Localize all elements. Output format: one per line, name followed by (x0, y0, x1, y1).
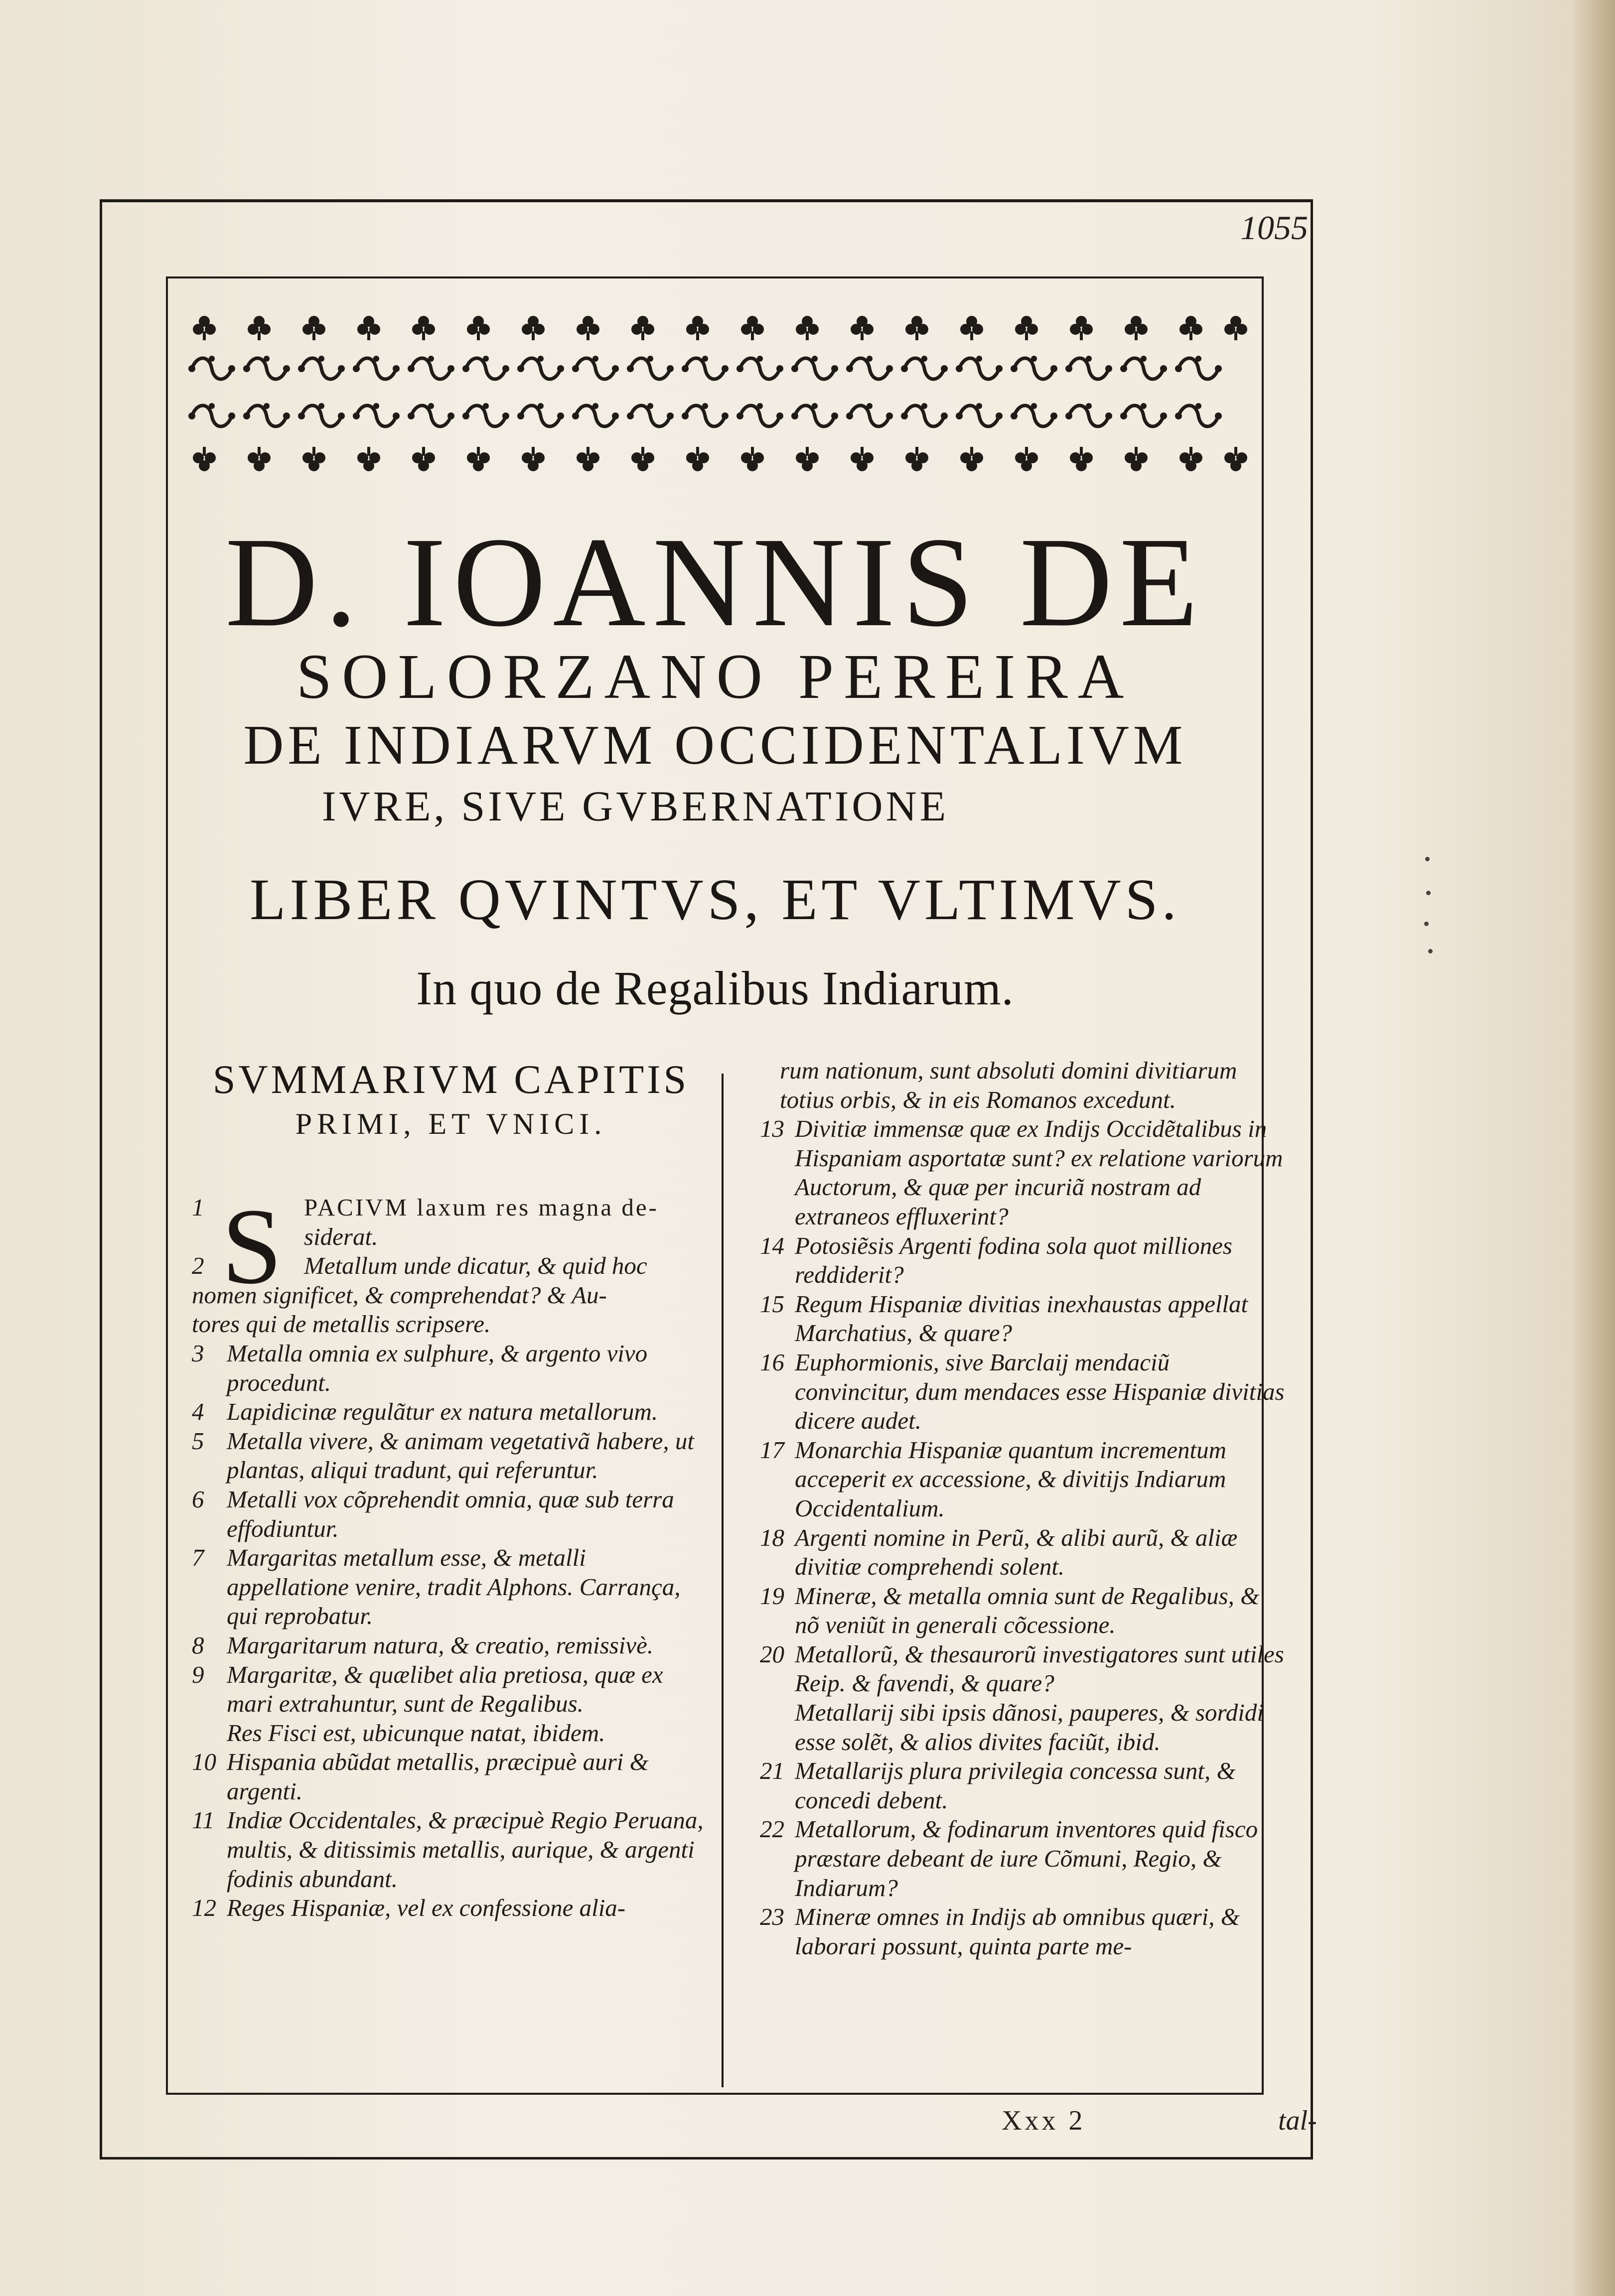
item-text: Monarchia Hispaniæ quantum incrementum acceperit ex accessione, & divitijs Indiarum Occidentalium. (795, 1436, 1227, 1522)
title-author-line: D. IOANNIS DE (225, 511, 1205, 653)
summary-item (192, 1806, 710, 1893)
first-item-line: PACIVM laxum res magna de- (304, 1194, 659, 1221)
item-number: 12 (192, 1894, 216, 1922)
title-book-line: LIBER QVINTVS, ET VLTIMVS. (250, 867, 1180, 932)
first-item-line (192, 1251, 710, 1281)
item-number: 15 (760, 1290, 784, 1318)
summary-item (760, 1523, 1286, 1582)
item-number: 4 (192, 1398, 204, 1426)
item-number: 5 (192, 1427, 204, 1455)
ornament-bottom-row (193, 447, 1247, 471)
summary-item (760, 1231, 1286, 1290)
summary-item (192, 1339, 710, 1397)
summary-item (192, 1719, 710, 1748)
item-number: 10 (192, 1748, 216, 1776)
item-text: Regum Hispaniæ divitias inexhaustas appellat Marchatius, & quare? (795, 1290, 1248, 1347)
item-text: Potosiẽsis Argenti fodina sola quot milliones reddiderit? (795, 1231, 1232, 1289)
summary-right-items (760, 1114, 1286, 1961)
first-item-line: tores qui de metallis scripsere. (192, 1310, 491, 1338)
item-text: Euphormionis, sive Barclaij mendaciũ convincitur, dum mendaces esse Hispaniæ divitias dicere audet. (795, 1348, 1285, 1435)
ornament-top-row (193, 316, 1247, 340)
title-subject-line: In quo de Regalibus Indiarum. (416, 961, 1014, 1015)
item-text: Metalli vox cõprehendit omnia, quæ sub terra effodiuntur. (227, 1485, 674, 1542)
title-subtitle-line: IVRE, SIVE GVBERNATIONE (321, 782, 949, 830)
summary-item (760, 1114, 1286, 1231)
item-number: 18 (760, 1523, 784, 1551)
summary-item (760, 1436, 1286, 1523)
item-text: Margaritarum natura, & creatio, remissivè. (227, 1631, 654, 1659)
item-text: Margaritas metallum esse, & metalli appellatione venire, tradit Alphons. Carrança, qui reprobatur. (227, 1544, 681, 1630)
item-number: 14 (760, 1231, 784, 1259)
item-text: Metalla vivere, & animam vegetativã habere, ut plantas, aliqui tradunt, qui referuntur. (227, 1427, 694, 1484)
item-text: Argenti nomine in Perũ, & alibi aurũ, & aliæ divitiæ comprehendi solent. (795, 1523, 1238, 1581)
item-number: 17 (760, 1436, 784, 1464)
item-text: Metallarij sibi ipsis dãnosi, pauperes, & sordidi esse solẽt, & alios divites faciũt, ibid. (795, 1699, 1264, 1756)
summary-item (192, 1427, 710, 1485)
summary-left-column (192, 1187, 710, 1923)
item-number: 9 (192, 1660, 204, 1688)
item-text: Divitiæ immensæ quæ ex Indijs Occidẽtalibus in Hispaniam asportatæ sunt? ex relatione variorum Auctorum, & quæ per incuriã nostram ad extraneos effluxerint? (795, 1115, 1283, 1230)
item-number: 19 (760, 1582, 784, 1610)
title-work-line: DE INDIARVM OCCIDENTALIVM (243, 714, 1187, 776)
signature-mark: Xxx 2 (1002, 2105, 1086, 2136)
item-text: Reges Hispaniæ, vel ex confessione alia- (227, 1894, 626, 1922)
item-number: 11 (192, 1806, 215, 1834)
page-number: 1055 (1240, 209, 1308, 247)
summary-item (192, 1631, 710, 1660)
item-number: 22 (760, 1815, 784, 1843)
summary-item (760, 1902, 1286, 1961)
item-text: Metallorũ, & thesaurorũ investigatores sunt utiles Reip. & favendi, & quare? (795, 1640, 1284, 1697)
right-continuation-text: rum nationum, sunt absoluti domini divitiarum totius orbis, & in eis Romanos excedunt. (780, 1057, 1237, 1113)
summary-left-items (192, 1339, 710, 1923)
summary-item (192, 1397, 710, 1427)
summary-heading (187, 1056, 715, 1141)
ornament-scroll-row-2 (188, 403, 1222, 426)
item-text: Mineræ omnes in Indijs ab omnibus quæri, & laborari possunt, quinta parte me- (795, 1903, 1240, 1960)
ornamental-headpiece (177, 306, 1258, 486)
item-number: 3 (192, 1339, 204, 1367)
summary-item (192, 1748, 710, 1806)
item-text: Mineræ, & metalla omnia sunt de Regalibus, & nõ veniũt in generali cõcessione. (795, 1582, 1260, 1639)
summary-item (760, 1698, 1286, 1756)
item-number: 16 (760, 1348, 784, 1376)
title-surname-line: SOLORZANO PEREIRA (296, 641, 1134, 712)
item-number: 13 (760, 1115, 784, 1143)
item-text: Margaritæ, & quælibet alia pretiosa, quæ ex mari extrahuntur, sunt de Regalibus. (227, 1660, 663, 1718)
margin-mark (1425, 857, 1430, 861)
item-number: 23 (760, 1903, 784, 1931)
first-item-line: siderat. (304, 1222, 378, 1250)
page-fore-edge (1575, 0, 1615, 2296)
summary-item (192, 1543, 710, 1631)
item-text: Indiæ Occidentales, & præcipuè Regio Peruana, multis, & ditissimis metallis, aurique, & argenti fodinis abundant. (227, 1806, 704, 1892)
first-item-line: nomen significet, & comprehendat? & Au- (192, 1281, 607, 1309)
item-number: 1 (192, 1194, 204, 1221)
summary-item (192, 1485, 710, 1543)
item-text: Metallarijs plura privilegia concessa sunt, & concedi debent. (795, 1757, 1236, 1814)
summary-item (760, 1640, 1286, 1698)
catchword: tal- (1278, 2105, 1317, 2136)
summary-item (760, 1290, 1286, 1348)
summary-first-item (192, 1187, 710, 1339)
item-text: Metalla omnia ex sulphure, & argento vivo procedunt. (227, 1339, 648, 1396)
item-text: Res Fisci est, ubicunque natat, ibidem. (227, 1719, 605, 1747)
item-number: 20 (760, 1640, 784, 1668)
column-rule (722, 1074, 724, 2087)
item-number: 6 (192, 1485, 204, 1513)
summary-item (760, 1582, 1286, 1640)
summary-item (192, 1893, 710, 1923)
item-number: 8 (192, 1631, 204, 1659)
margin-mark (1428, 949, 1433, 953)
summary-item (760, 1348, 1286, 1436)
summary-heading-line-2: PRIMI, ET VNICI. (295, 1107, 607, 1140)
item-text: Hispania abũdat metallis, præcipuè auri & argenti. (227, 1748, 649, 1805)
first-item-text: Metallum unde dicatur, & quid hoc (304, 1252, 647, 1280)
item-text: Metallorum, & fodinarum inventores quid fisco præstare debeant de iure Cõmuni, Regio, & Indiarum? (795, 1815, 1258, 1901)
summary-item (192, 1660, 710, 1719)
summary-heading-line-1: SVMMARIVM CAPITIS (212, 1057, 690, 1102)
item-text: Lapidicinæ regulãtur ex natura metallorum. (227, 1398, 658, 1426)
item-number: 21 (760, 1757, 784, 1785)
drop-cap: S (222, 1187, 283, 1307)
summary-item (760, 1815, 1286, 1902)
item-number: 2 (192, 1252, 204, 1280)
summary-item (760, 1756, 1286, 1815)
summary-right-column (760, 1056, 1286, 1961)
item-number: 7 (192, 1544, 204, 1572)
ornament-scroll-row-1 (188, 356, 1222, 379)
